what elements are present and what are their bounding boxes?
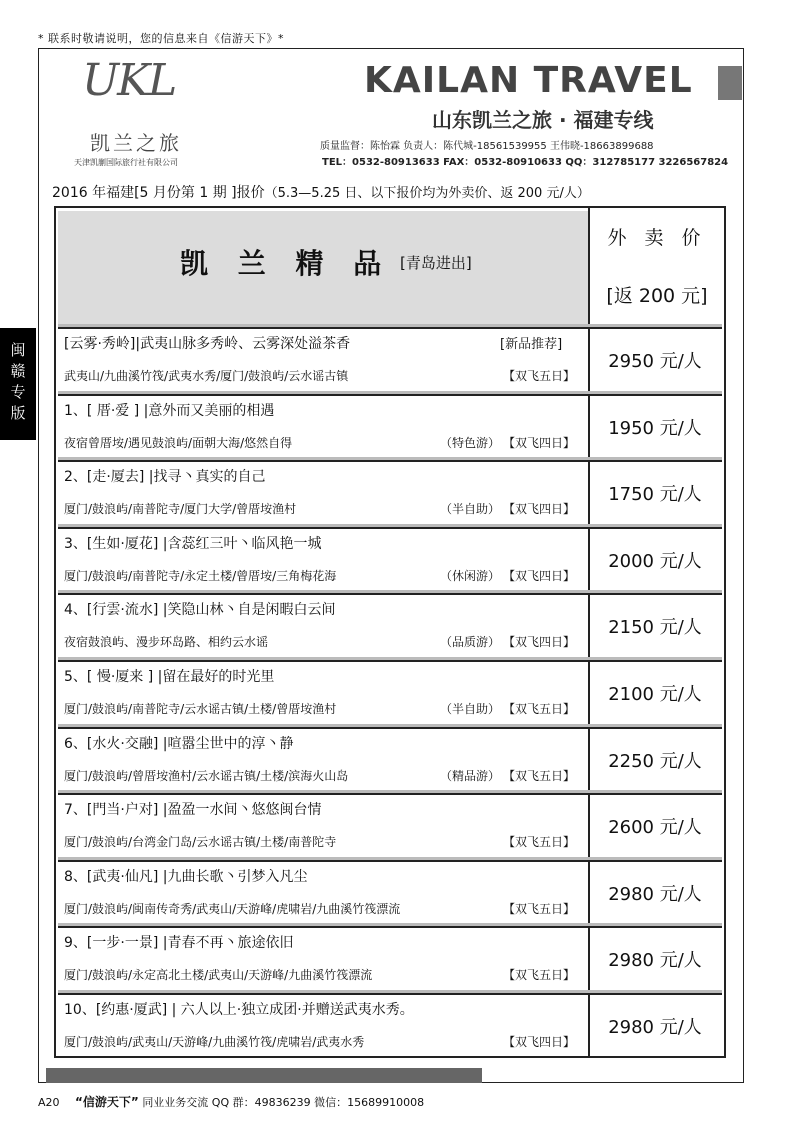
tour-tag: [新品推荐] bbox=[500, 337, 563, 352]
tour-route: 武夷山/九曲溪竹筏/武夷水秀/厦门/鼓浪屿/云水谣古镇 bbox=[64, 369, 349, 383]
table-header-subtitle: [青岛进出] bbox=[400, 254, 472, 272]
tour-duration: 【双飞四日】 bbox=[503, 435, 576, 450]
brand-chinese-name: 山东凯兰之旅 · 福建专线 bbox=[432, 108, 654, 132]
side-tab-char: 专 bbox=[10, 383, 26, 401]
tour-price: 2950 元/人 bbox=[608, 351, 702, 372]
tour-route: 厦门/鼓浪屿/南普陀寺/厦门大学/曾厝垵渔村 bbox=[64, 502, 297, 517]
tour-route: 厦门/鼓浪屿/南普陀寺/永定土楼/曾厝垵/三角梅花海 bbox=[64, 568, 337, 583]
row-divider bbox=[58, 926, 722, 928]
tour-duration: 【双飞四日】 bbox=[503, 568, 576, 583]
tour-title: 10、[约惠·厦武] | 六人以上·独立成团·并赠送武夷水秀。 bbox=[64, 1002, 414, 1018]
page-number: A20 bbox=[38, 1096, 60, 1109]
tour-price: 2980 元/人 bbox=[608, 1017, 702, 1038]
tour-price: 2150 元/人 bbox=[608, 617, 702, 639]
tour-route: 厦门/鼓浪屿/闽南传奇秀/武夷山/天游峰/虎啸岩/九曲溪竹筏漂流 bbox=[64, 901, 401, 916]
price-issue-title bbox=[52, 182, 590, 202]
side-tab-char: 闽 bbox=[10, 341, 26, 359]
footer-bar bbox=[46, 1068, 482, 1083]
tour-duration: 【双飞四日】 bbox=[503, 1035, 576, 1049]
table-header-title: 凯 兰 精 品 bbox=[180, 247, 392, 280]
tour-price: 2600 元/人 bbox=[608, 817, 702, 839]
tour-style: （半自助） bbox=[440, 702, 501, 716]
tour-title: 6、[水火·交融] |喧嚣尘世中的淳丶静 bbox=[64, 735, 294, 752]
issue-note: （5.3—5.25 日、以下报价均为外卖价、返 200 元/人） bbox=[264, 186, 590, 201]
tour-duration: 【双飞五日】 bbox=[503, 369, 576, 383]
row-divider bbox=[58, 527, 722, 529]
tour-style: （精品游） bbox=[440, 768, 501, 783]
company-logo bbox=[52, 55, 192, 170]
tour-duration: 【双飞五日】 bbox=[503, 901, 576, 916]
tour-style: （品质游） bbox=[440, 635, 501, 650]
tour-price: 2250 元/人 bbox=[608, 750, 702, 772]
row-divider bbox=[58, 327, 722, 329]
logo-company-name: 天津凯蒯国际旅行社有限公司 bbox=[74, 158, 178, 167]
tour-title: 9、[一步·一景] |青春不再丶旅途依旧 bbox=[64, 935, 294, 952]
contacts-supervisors: 质量监督：陈怡霖 负责人：陈代城-18561539955 王伟晓-18663899688 bbox=[320, 141, 654, 152]
logo-monogram: UKL bbox=[82, 55, 176, 106]
row-divider bbox=[58, 727, 722, 729]
tour-price: 2100 元/人 bbox=[608, 684, 702, 705]
publication-name: “信游天下” bbox=[75, 1095, 139, 1109]
tour-route: 厦门/鼓浪屿/南普陀寺/云水谣古镇/土楼/曾厝垵渔村 bbox=[64, 702, 337, 716]
tour-route: 夜宿鼓浪屿、漫步环岛路、相约云水谣 bbox=[64, 635, 269, 650]
tour-title: 7、[門当·户对] |盈盈一水间丶悠悠闽台情 bbox=[64, 802, 322, 819]
row-divider bbox=[58, 660, 722, 662]
tour-price: 1950 元/人 bbox=[608, 417, 702, 439]
price-column-note: [返 200 元] bbox=[606, 285, 708, 307]
tour-title: 5、[ 慢·厦来 ] |留在最好的时光里 bbox=[64, 669, 275, 685]
tour-title: [云雾·秀岭]|武夷山脉多秀岭、云雾深处溢茶香 bbox=[64, 336, 351, 352]
tour-price: 2980 元/人 bbox=[608, 950, 702, 972]
tour-style: （特色游） bbox=[440, 435, 501, 450]
tour-duration: 【双飞五日】 bbox=[503, 768, 576, 783]
issue-main: 2016 年福建[5 月份第 1 期 ]报价 bbox=[52, 185, 265, 201]
footer bbox=[38, 1093, 424, 1110]
tour-title: 2、[走·厦去] |找寻丶真实的自己 bbox=[64, 469, 266, 486]
tour-style: （休闲游） bbox=[440, 568, 501, 583]
logo-brand-name: 凯兰之旅 bbox=[90, 131, 182, 155]
tour-duration: 【双飞五日】 bbox=[503, 835, 576, 850]
side-tab-char: 赣 bbox=[10, 362, 26, 380]
row-divider bbox=[58, 460, 722, 462]
tour-route: 夜宿曾厝垵/遇见鼓浪屿/面朝大海/悠然自得 bbox=[64, 435, 293, 450]
row-divider bbox=[58, 394, 722, 396]
tour-route: 厦门/鼓浪屿/武夷山/天游峰/九曲溪竹筏/虎啸岩/武夷水秀 bbox=[64, 1035, 365, 1049]
tour-route: 厦门/鼓浪屿/台湾金门岛/云水谣古镇/土楼/南普陀寺 bbox=[64, 835, 337, 850]
brand-accent-bar bbox=[718, 66, 742, 100]
footer-contact: 同业业务交流 QQ 群：49836239 微信：15689910008 bbox=[142, 1096, 425, 1109]
tour-title: 1、[ 厝·爱 ] |意外而又美丽的相遇 bbox=[64, 402, 275, 419]
row-divider bbox=[58, 593, 722, 595]
tour-price: 2000 元/人 bbox=[608, 550, 702, 572]
tour-duration: 【双飞五日】 bbox=[503, 702, 576, 716]
tour-duration: 【双飞四日】 bbox=[503, 502, 576, 517]
price-column-label: 外 卖 价 bbox=[607, 227, 707, 249]
tour-style: （半自助） bbox=[440, 502, 501, 517]
side-tab-region bbox=[0, 328, 36, 440]
tour-price: 1750 元/人 bbox=[608, 484, 702, 506]
tour-route: 厦门/鼓浪屿/曾厝垵渔村/云水谣古镇/土楼/滨海火山岛 bbox=[64, 768, 349, 783]
table-header-price bbox=[592, 211, 722, 325]
tour-title: 4、[行雲·流水] |笑隐山林丶自是闲暇白云间 bbox=[64, 602, 336, 619]
source-notice: * 联系时敬请说明，您的信息来自《信游天下》* bbox=[38, 32, 284, 45]
tour-price: 2980 元/人 bbox=[608, 883, 702, 905]
contacts-phone-fax-qq: TEL：0532-80913633 FAX：0532-80910633 QQ：312785177 3226567824 bbox=[322, 157, 729, 168]
column-divider bbox=[588, 208, 590, 1056]
tour-duration: 【双飞五日】 bbox=[503, 968, 576, 983]
row-divider bbox=[58, 860, 722, 862]
tour-title: 3、[生如·厦花] |含蕊红三叶丶临风艳一城 bbox=[64, 535, 322, 552]
tour-duration: 【双飞四日】 bbox=[503, 635, 576, 650]
side-tab-char: 版 bbox=[10, 404, 26, 422]
tour-route: 厦门/鼓浪屿/永定高北土楼/武夷山/天游峰/九曲溪竹筏漂流 bbox=[64, 968, 373, 983]
tour-title: 8、[武夷·仙凡] |九曲长歌丶引梦入凡尘 bbox=[64, 868, 308, 885]
row-divider bbox=[58, 993, 722, 995]
brand-english-name: KAILAN TRAVEL bbox=[364, 60, 693, 101]
row-divider bbox=[58, 793, 722, 795]
